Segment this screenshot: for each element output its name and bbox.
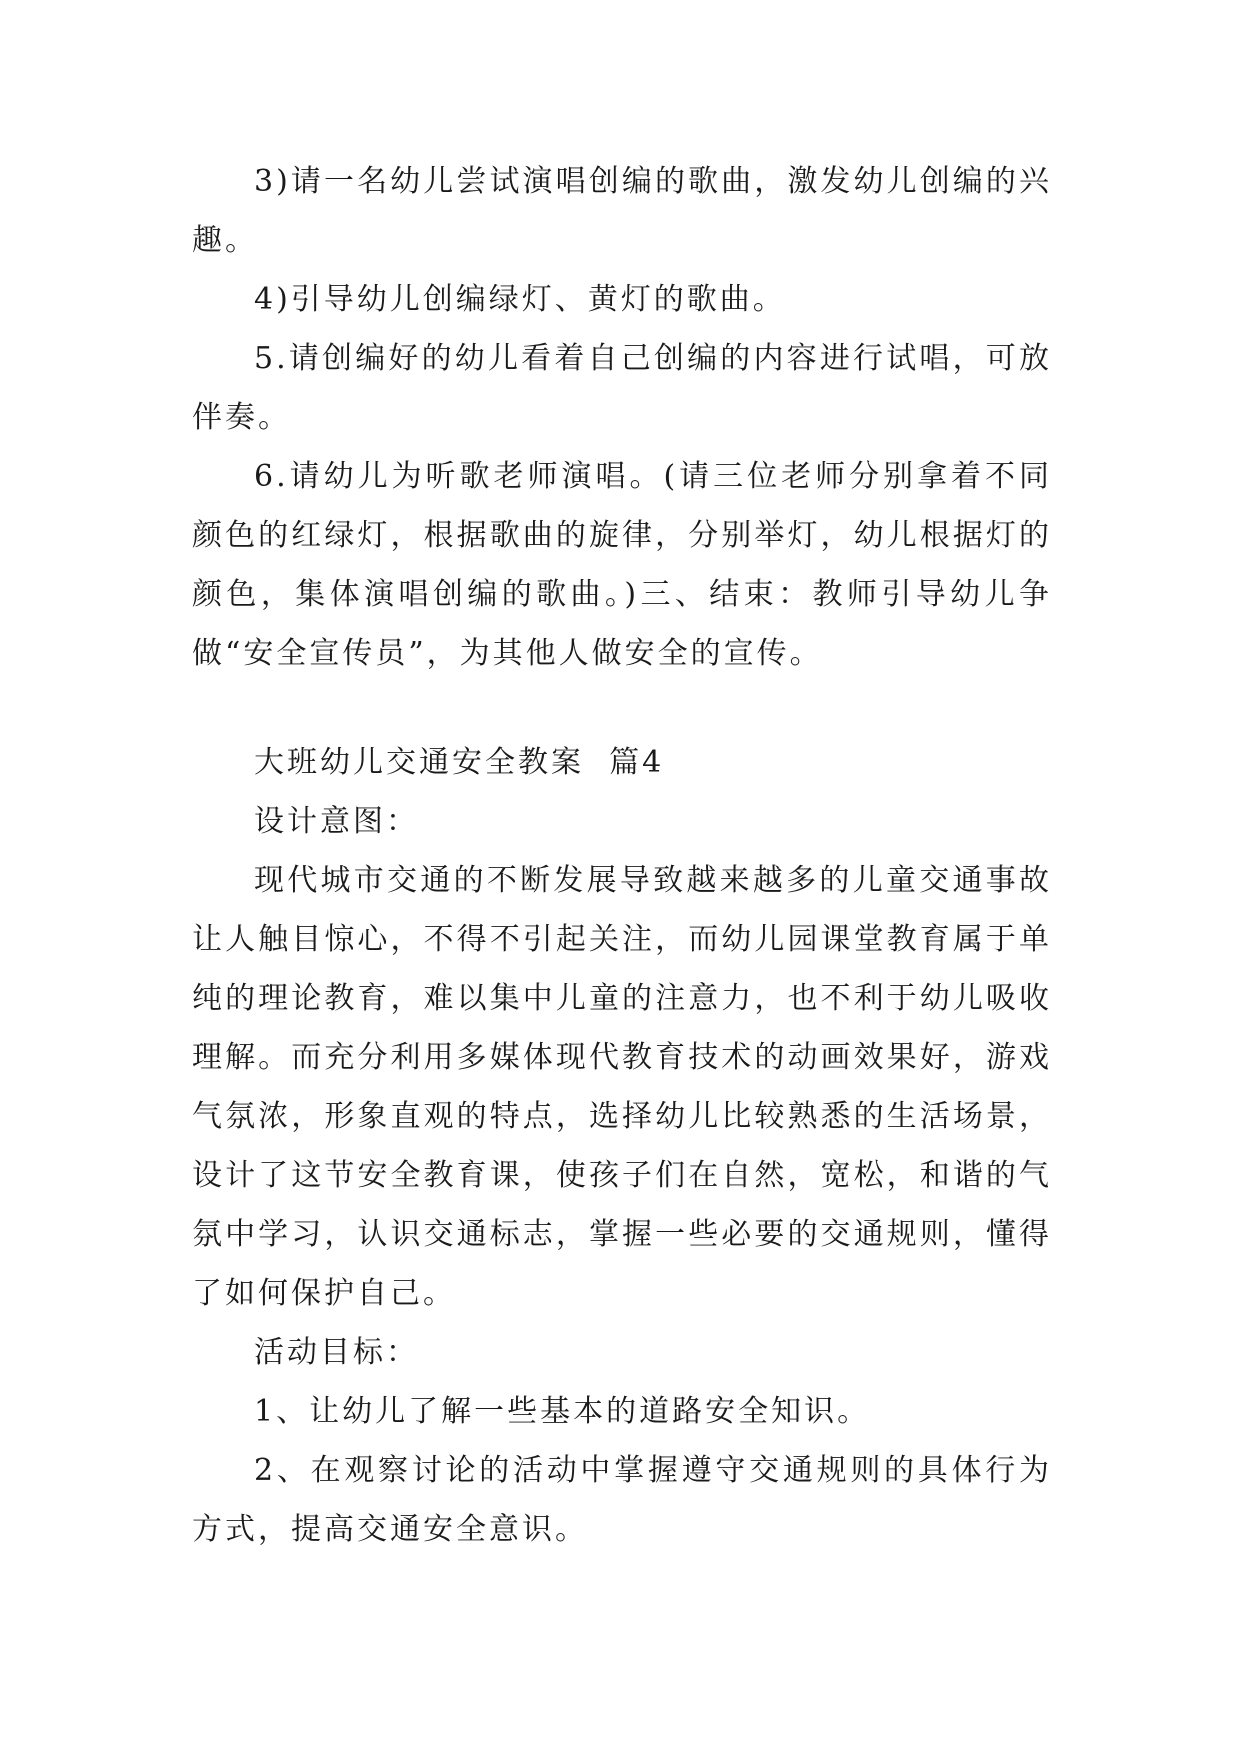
- document-body: [192, 152, 1052, 1559]
- section-title: 大班幼儿交通安全教案 篇4: [254, 745, 665, 780]
- step-5-paragraph: 5.请创编好的幼儿看着自己创编的内容进行试唱，可放伴奏。: [192, 341, 1052, 435]
- goal-item: 1、让幼儿了解一些基本的道路安全知识。: [254, 1394, 871, 1429]
- step-4-paragraph: 4)引导幼儿创编绿灯、黄灯的歌曲。: [254, 282, 786, 317]
- goals-heading: 活动目标：: [254, 1335, 419, 1370]
- section-spacer: [192, 683, 1052, 733]
- design-intent-heading: 设计意图：: [254, 804, 419, 839]
- goal-item: 2、在观察讨论的活动中掌握遵守交通规则的具体行为方式，提高交通安全意识。: [192, 1453, 1052, 1547]
- step-3-paragraph: 3)请一名幼儿尝试演唱创编的歌曲，激发幼儿创编的兴趣。: [192, 164, 1052, 258]
- design-intent-paragraph: 现代城市交通的不断发展导致越来越多的儿童交通事故让人触目惊心，不得不引起关注，而幼儿园课堂教育属于单纯的理论教育，难以集中儿童的注意力，也不利于幼儿吸收理解。而充分利用多媒体现代教育技术的动画效果好，游戏气氛浓，形象直观的特点，选择幼儿比较熟悉的生活场景，设计了这节安全教育课，使孩子们在自然，宽松，和谐的气氛中学习，认识交通标志，掌握一些必要的交通规则，懂得了如何保护自己。: [192, 863, 1052, 1311]
- step-6-paragraph: 6.请幼儿为听歌老师演唱。(请三位老师分别拿着不同颜色的红绿灯，根据歌曲的旋律，分别举灯，幼儿根据灯的颜色，集体演唱创编的歌曲。)三、结束：教师引导幼儿争做“安全宣传员”，为其他人做安全的宣传。: [192, 459, 1052, 671]
